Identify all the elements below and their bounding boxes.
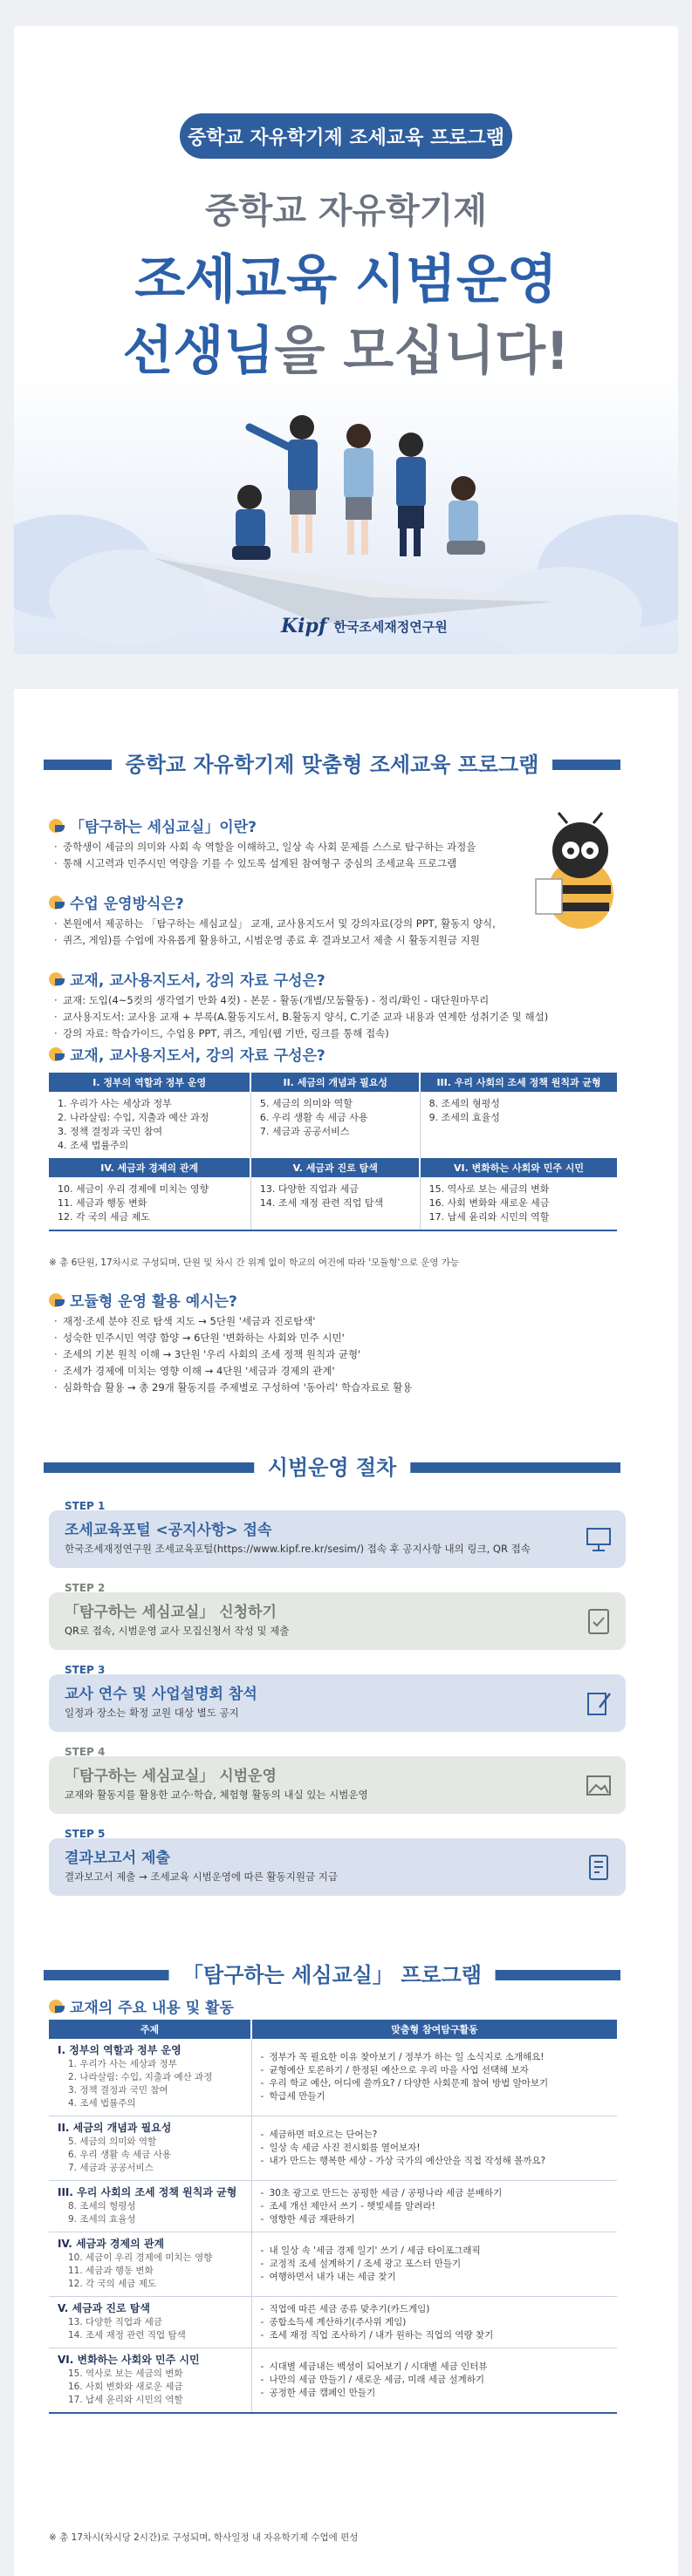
sub-item: 6. 우리 생활 속 세금 사용 [68, 2150, 171, 2160]
list-item: · 조세의 기본 원칙 이해 → 3단원 '우리 사회의 조세 정책 원칙과 균형' [54, 1346, 412, 1363]
hero-line1: 중학교 자유학기제 [204, 191, 488, 231]
cell-line: 12. 각 국의 세금 제도 [58, 1211, 150, 1223]
hero-line3-a: 선생님 [122, 321, 275, 382]
program-note: ※ 총 17차시(차시당 2시간)로 구성되며, 학사일정 내 자유학기제 수업에 편성 [49, 2532, 359, 2543]
table-header: I. 정부의 역할과 정부 운영 [49, 1073, 250, 1092]
table-header: II. 세금의 개념과 필요성 [250, 1073, 420, 1092]
hero-line3 [14, 310, 678, 385]
section1-header [44, 748, 620, 781]
curriculum-note: ※ 총 6단원, 17차시로 구성되며, 단원 및 차시 간 위계 없이 학교의 여건에 따라 '모듈형'으로 운영 가능 [49, 1257, 459, 1268]
activity-item: - 교정적 조세 설계하기 / 조세 광고 포스터 만들기 [261, 2258, 609, 2271]
q5-list [54, 1313, 412, 1396]
table-cell [49, 1177, 250, 1230]
hero-pill: 중학교 자유학기제 조세교육 프로그램 [180, 113, 512, 159]
table-cell [250, 1092, 420, 1158]
table-header: IV. 세금과 경제의 관계 [49, 1158, 250, 1177]
sub-item: 13. 다양한 직업과 세금 [68, 2317, 162, 2327]
activity-item: - 조세 개선 제안서 쓰기 - 햇빛세를 알려라! [261, 2200, 609, 2213]
q1-title [49, 814, 257, 836]
speech-bubble-icon [49, 1293, 63, 1307]
section3-title: 「탐구하는 세심교실」 프로그램 [168, 1959, 496, 1992]
list-item: · 통해 시고력과 민주시민 역량을 기를 수 있도록 설계된 참여형구 중심의 조세교육 프로그램 [54, 855, 476, 872]
section3-header [44, 1959, 620, 1992]
bee-mascot-icon [532, 811, 628, 933]
hero-line2: 조세교육 시범운영 [134, 249, 558, 310]
activity-item: - 내가 만드는 행복한 세상 - 가상 국가의 예산안을 직접 작성해 볼까요? [261, 2155, 609, 2168]
cell-line: 17. 납세 윤리와 시민의 역할 [428, 1211, 550, 1223]
theme-cell [49, 2297, 251, 2348]
table-header: VI. 변화하는 사회와 민주 시민 [420, 1158, 617, 1177]
speech-bubble-icon [49, 1047, 63, 1061]
report-book-icon [584, 1852, 613, 1882]
step-4-card [49, 1746, 626, 1814]
list-item: · 본원에서 제공하는 「탐구하는 세심교실」 교재, 교사용지도서 및 강의자료(강의 PPT, 활동지 양식, [54, 916, 496, 932]
step-label: STEP 4 [65, 1746, 106, 1758]
theme-cell [49, 2348, 251, 2414]
sub-item: 11. 세금과 행동 변화 [68, 2266, 154, 2276]
sub-item: 12. 각 국의 세금 제도 [68, 2279, 157, 2289]
pen-paper-icon [584, 1688, 613, 1718]
sub-item: 3. 정책 결정과 국민 참여 [68, 2085, 168, 2096]
cell-line: 11. 세금과 행동 변화 [58, 1197, 147, 1209]
table-row [49, 2116, 617, 2181]
section1-title: 중학교 자유학기제 맞춤형 조세교육 프로그램 [112, 748, 553, 781]
cell-line: 16. 사회 변화와 새로운 세금 [428, 1197, 550, 1209]
step-label: STEP 3 [65, 1664, 106, 1676]
activity-item: - 균형예산 토론하기 / 한정된 예산으로 우리 마을 사업 선택해 보자 [261, 2064, 609, 2077]
theme-cell [49, 2039, 251, 2116]
cell-line: 14. 조세 재정 관련 직업 탐색 [259, 1197, 384, 1209]
list-item: · 중학생이 세금의 의미와 사회 속 역할을 이해하고, 일상 속 사회 문제를 스스로 탐구하는 과정을 [54, 839, 476, 855]
list-item: · 퀴즈, 게임)를 수업에 자유롭게 활용하고, 시범운영 종료 후 결과보고서 제출 시 활동지원금 지원 [54, 932, 496, 949]
speech-bubble-icon [49, 972, 63, 986]
table-row [49, 2232, 617, 2297]
speech-bubble-icon [49, 2000, 63, 2014]
sub-item: 16. 사회 변화와 새로운 세금 [68, 2382, 183, 2392]
step-label: STEP 2 [65, 1582, 106, 1594]
theme-cell [49, 2116, 251, 2181]
activity-item: - 종합소득세 계산하기(주사위 게임) [261, 2316, 609, 2329]
activity-cell [251, 2181, 617, 2232]
activity-cell [251, 2348, 617, 2414]
q5-title [49, 1289, 237, 1311]
activity-cell [251, 2297, 617, 2348]
cell-line: 2. 나라살림: 수입, 지출과 예산 과정 [58, 1112, 209, 1123]
q4-title [49, 1043, 325, 1065]
hero-line3-b: 을 모십니다! [274, 321, 570, 382]
cell-line: 7. 세금과 공공서비스 [259, 1126, 350, 1137]
section3-subtitle-text: 교재의 주요 내용 및 활동 [70, 2000, 234, 2017]
sub-item: 2. 나라살림: 수입, 지출과 예산 과정 [68, 2072, 213, 2082]
activity-item: - 일상 속 세금 사진 전시회를 열어보자! [261, 2142, 609, 2155]
table-header: 주제 [49, 2020, 251, 2039]
table-header: III. 우리 사회의 조세 정책 원칙과 균형 [420, 1073, 617, 1092]
activity-cell [251, 2116, 617, 2181]
section2-header [44, 1451, 620, 1484]
step-desc: 교재와 활동지를 활용한 교수·학습, 체험형 활동의 내실 있는 시범운영 [65, 1789, 368, 1801]
program-table [49, 2020, 617, 2414]
step-desc: QR로 접속, 시범운영 교사 모집신청서 작성 및 제출 [65, 1625, 290, 1637]
sub-item: 9. 조세의 효율성 [68, 2214, 136, 2225]
monitor-icon [584, 1524, 613, 1554]
sub-item: 15. 역사로 보는 세금의 변화 [68, 2368, 183, 2379]
step-desc: 일정과 장소는 확정 교원 대상 별도 공지 [65, 1707, 239, 1719]
sub-item: 10. 세금이 우리 경제에 미치는 영향 [68, 2252, 213, 2263]
cell-line: 8. 조세의 형평성 [428, 1098, 500, 1109]
table-cell [420, 1092, 617, 1158]
activity-item: - 세금하면 떠오르는 단어는? [261, 2129, 609, 2142]
list-item: · 성숙한 민주시민 역량 함양 → 6단원 '변화하는 사회와 민주 시민' [54, 1330, 412, 1346]
table-cell [420, 1177, 617, 1230]
sub-item: 4. 조세 법률주의 [68, 2098, 136, 2109]
speech-bubble-icon [49, 896, 63, 910]
activity-item: - 내 일상 속 '세금 경제 일기' 쓰기 / 세금 타이포그래픽 [261, 2245, 609, 2258]
activity-item: - 조세 재정 직업 조사하기 / 내가 원하는 직업의 역량 찾기 [261, 2329, 609, 2342]
theme-cell [49, 2232, 251, 2297]
q1-list [54, 839, 476, 872]
activity-cell [251, 2232, 617, 2297]
step-desc: 결과보고서 제출 → 조세교육 시범운영에 따른 활동지원금 지급 [65, 1871, 338, 1883]
activity-item: - 시대별 세금내는 백성이 되어보기 / 시대별 세금 인터뷰 [261, 2361, 609, 2374]
table-header: 맞춤형 참여탐구활동 [251, 2020, 617, 2039]
table-row [49, 2181, 617, 2232]
activity-item: - 우리 학교 예산, 어디에 쓸까요? / 다양한 사회문제 참여 방법 알아보기 [261, 2077, 609, 2090]
cell-line: 3. 정책 결정과 국민 참여 [58, 1126, 163, 1137]
speech-bubble-icon [49, 819, 63, 833]
table-row [49, 2297, 617, 2348]
step-title: 「탐구하는 세심교실」 신청하기 [65, 1604, 277, 1621]
activity-item: - 여행하면서 내가 내는 세금 찾기 [261, 2271, 609, 2284]
step-1-card [49, 1500, 626, 1568]
list-item: · 재정·조세 분야 진로 탐색 지도 → 5단원 '세금과 진로탐색' [54, 1313, 412, 1330]
cell-line: 1. 우리가 사는 세상과 정부 [58, 1098, 172, 1109]
table-cell [250, 1177, 420, 1230]
q3-title [49, 968, 325, 990]
step-3-card [49, 1664, 626, 1732]
step-label: STEP 5 [65, 1828, 106, 1840]
step-2-card [49, 1582, 626, 1650]
cell-line: 5. 세금의 의미와 역할 [259, 1098, 353, 1109]
cell-line: 13. 다양한 직업과 세금 [259, 1183, 359, 1195]
table-row [49, 2348, 617, 2414]
table-row [49, 1073, 617, 1092]
list-item: · 심화학습 활용 → 총 29개 활동지를 주제별로 구성하여 '동아리' 학습자료로 활용 [54, 1380, 412, 1396]
q2-list [54, 916, 496, 949]
q2-title-text: 수업 운영방식은? [70, 896, 184, 913]
cell-line: 4. 조세 법률주의 [58, 1140, 129, 1151]
step-5-card [49, 1828, 626, 1896]
hero-banner [14, 26, 678, 654]
theme-title: III. 우리 사회의 조세 정책 원칙과 균형 [58, 2186, 237, 2198]
step-title: 「탐구하는 세심교실」 시범운영 [65, 1768, 277, 1785]
activity-item: - 공정한 세금 캠페인 만들기 [261, 2387, 609, 2400]
q3-list [54, 992, 548, 1042]
cell-line: 15. 역사로 보는 세금의 변화 [428, 1183, 550, 1195]
theme-title: VI. 변화하는 사회와 민주 시민 [58, 2354, 200, 2366]
table-row [49, 1092, 617, 1158]
step-title: 결과보고서 제출 [65, 1850, 170, 1867]
q2-title [49, 891, 184, 913]
logo-mark: Kipf [281, 615, 327, 637]
step-label: STEP 1 [65, 1500, 106, 1512]
cell-line: 6. 우리 생활 속 세금 사용 [259, 1112, 368, 1123]
sub-item: 8. 조세의 형평성 [68, 2201, 136, 2211]
sub-item: 5. 세금의 의미와 역할 [68, 2136, 157, 2147]
list-item: · 조세가 경제에 미치는 영향 이해 → 4단원 '세금과 경제의 관계' [54, 1363, 412, 1380]
activity-item: - 30초 광고로 만드는 공평한 세금 / 공평나라 세금 분배하기 [261, 2187, 609, 2200]
list-item: · 강의 자료: 학습가이드, 수업용 PPT, 퀴즈, 게임(웹 기반, 링크를 통해 접속) [54, 1026, 548, 1042]
table-cell [49, 1092, 250, 1158]
table-row [49, 2039, 617, 2116]
q1-title-text: 「탐구하는 세심교실」이란? [70, 819, 257, 836]
image-frame-icon [584, 1770, 613, 1800]
activity-item: - 정부가 꼭 필요한 이유 찾아보기 / 정부가 하는 일 소식지로 소개해요! [261, 2051, 609, 2064]
table-header: V. 세금과 진로 탐색 [250, 1158, 420, 1177]
q5-title-text: 모듈형 운영 활용 예시는? [70, 1293, 237, 1311]
section3-subtitle [49, 1995, 234, 2017]
logo-text: 한국조세재정연구원 [333, 618, 448, 635]
list-item: · 교사용지도서: 교사용 교재 + 부록(A.활동지도서, B.활동지 양식, C.기준 교과 내용과 연계한 성취기준 및 해설) [54, 1009, 548, 1026]
q4-title-text: 교재, 교사용지도서, 강의 자료 구성은? [70, 1047, 325, 1065]
q3-title-text: 교재, 교사용지도서, 강의 자료 구성은? [70, 972, 325, 990]
table-row [49, 1158, 617, 1177]
activity-item: - 학급세 만들기 [261, 2090, 609, 2103]
sub-item: 7. 세금과 공공서비스 [68, 2163, 154, 2173]
theme-cell [49, 2181, 251, 2232]
cell-line: 10. 세금이 우리 경제에 미치는 영향 [58, 1183, 209, 1195]
kipf-logo [281, 615, 448, 637]
list-item: · 교재: 도입(4~5컷의 생각열기 만화 4컷) - 본문 - 활동(개별/모둠활동) - 정리/확인 - 대단원마무리 [54, 992, 548, 1009]
activity-item: - 영향한 세금 재판하기 [261, 2213, 609, 2226]
sub-item: 1. 우리가 사는 세상과 정부 [68, 2059, 177, 2069]
section2-title: 시범운영 절차 [254, 1451, 410, 1484]
activity-cell [251, 2039, 617, 2116]
sub-item: 17. 납세 윤리와 시민의 역할 [68, 2395, 183, 2405]
table-row [49, 2020, 617, 2039]
theme-title: IV. 세금과 경제의 관계 [58, 2238, 165, 2250]
step-title: 조세교육포털 <공지사항> 접속 [65, 1522, 272, 1539]
activity-item: - 나만의 세금 만들기 / 새로운 세금, 미래 세금 설계하기 [261, 2374, 609, 2387]
theme-title: V. 세금과 진로 탐색 [58, 2302, 150, 2314]
curriculum-table [49, 1073, 617, 1231]
table-row [49, 1177, 617, 1230]
checklist-icon [584, 1606, 613, 1636]
cell-line: 9. 조세의 효율성 [428, 1112, 500, 1123]
activity-item: - 직업에 따른 세금 종류 맞추기(카드게임) [261, 2303, 609, 2316]
theme-title: II. 세금의 개념과 필요성 [58, 2122, 172, 2134]
step-desc: 한국조세재정연구원 조세교육포털(https://www.kipf.re.kr/sesim/) 접속 후 공지사항 내의 링크, QR 접속 [65, 1543, 531, 1555]
step-title: 교사 연수 및 사업설명회 참석 [65, 1686, 257, 1703]
sub-item: 14. 조세 재정 관련 직업 탐색 [68, 2330, 186, 2341]
theme-title: I. 정부의 역할과 정부 운영 [58, 2044, 182, 2056]
